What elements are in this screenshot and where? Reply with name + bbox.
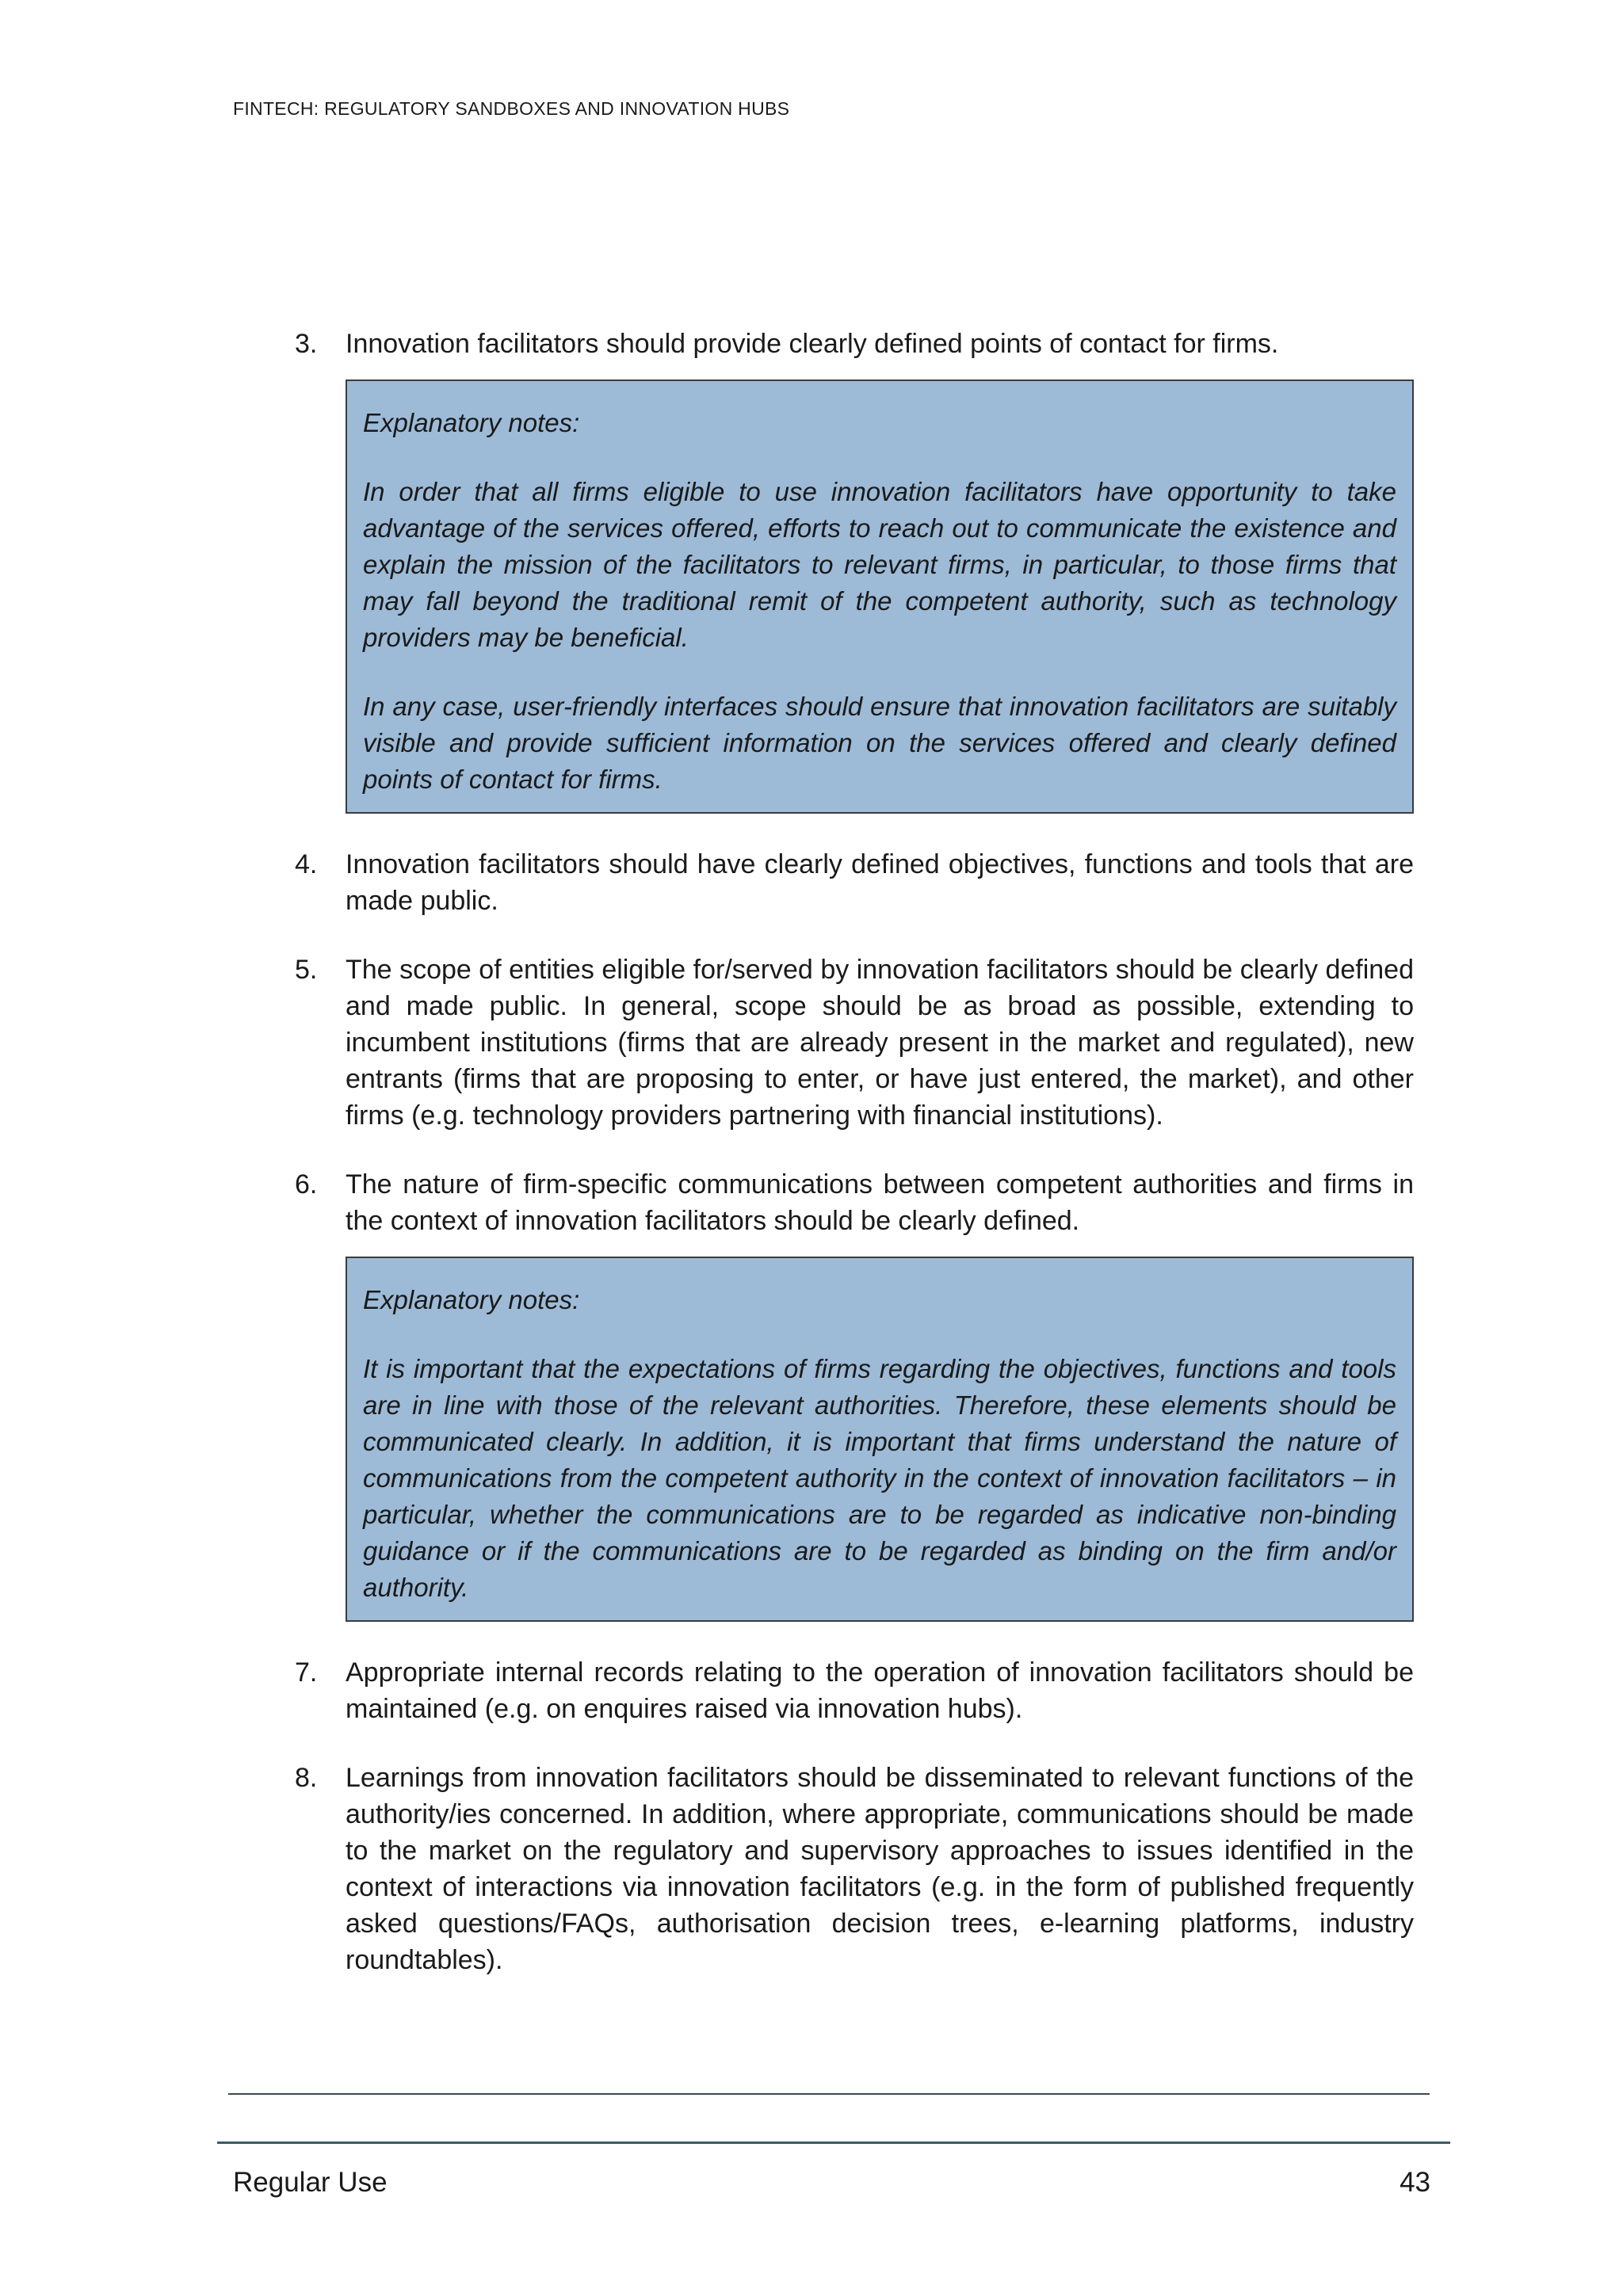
explanatory-notes-paragraph: In any case, user-friendly interfaces should ensure that innovation facilitators are suitably visible and provide sufficient information on the services offered and clearly defined points of contact for firms.: [363, 692, 1396, 794]
running-header: FINTECH: REGULATORY SANDBOXES AND INNOVATION HUBS: [233, 98, 790, 119]
explanatory-notes-paragraph: It is important that the expectations of firms regarding the objectives, functions and tools are in line with those of the relevant authorities. Therefore, these elements should be communicated clearly. In addition, it is important that firms understand the nature of communications from the competent authority in the context of innovation facilitators – in particular, whether the communications are to be regarded as indicative non-binding guidance or if the communications are to be regarded as binding on the firm and/or authority.: [363, 1354, 1396, 1602]
footer-divider-lower: [217, 2142, 1450, 2144]
explanatory-notes-box: [346, 1257, 1414, 1622]
list-item-4: [295, 846, 1414, 919]
list-item-5: [295, 952, 1414, 1134]
list-item-number: 8.: [295, 1763, 318, 1793]
list-item-number: 6.: [295, 1169, 318, 1199]
footer-divider-upper: [228, 2093, 1430, 2095]
list-item-number: 4.: [295, 849, 318, 879]
list-item-text: Innovation facilitators should have clearly defined objectives, functions and tools that are made public.: [346, 849, 1414, 916]
document-body: [295, 326, 1414, 2011]
list-item-text: The nature of firm-specific communications between competent authorities and firms in the context of innovation facilitators should be clearly defined.: [346, 1169, 1414, 1236]
list-item-3: [295, 326, 1414, 362]
list-item-number: 3.: [295, 329, 318, 359]
list-item-text: The scope of entities eligible for/served by innovation facilitators should be clearly defined and made public. In general, scope should be as broad as possible, extending to incumbent institutions (firms that are already present in the market and regulated), new entrants (firms that are proposing to enter, or have just entered, the market), and other firms (e.g. technology providers partnering with financial institutions).: [346, 955, 1414, 1131]
list-item-6: [295, 1166, 1414, 1239]
list-item-text: Learnings from innovation facilitators should be disseminated to relevant functions of the authority/ies concerned. In addition, where appropriate, communications should be made to the market on the regulatory and supervisory approaches to issues identified in the context of interactions via innovation facilitators (e.g. in the form of published frequently asked questions/FAQs, authorisation decision trees, e-learning platforms, industry roundtables).: [346, 1763, 1414, 1975]
list-item-number: 7.: [295, 1657, 318, 1688]
page-number: 43: [1400, 2167, 1430, 2198]
list-item-text: Innovation facilitators should provide clearly defined points of contact for firms.: [346, 329, 1279, 359]
explanatory-notes-paragraph: In order that all firms eligible to use innovation facilitators have opportunity to take advantage of the services offered, efforts to reach out to communicate the existence and explain the mission of the facilitators to relevant firms, in particular, to those firms that may fall beyond the traditional remit of the competent authority, such as technology providers may be beneficial.: [363, 477, 1396, 652]
footer-classification: Regular Use: [233, 2167, 388, 2198]
list-item-number: 5.: [295, 955, 318, 985]
list-item-8: [295, 1760, 1414, 1978]
list-item-7: [295, 1654, 1414, 1727]
explanatory-notes-heading: Explanatory notes:: [363, 1285, 580, 1314]
explanatory-notes-heading: Explanatory notes:: [363, 408, 580, 437]
explanatory-notes-box: [346, 379, 1414, 814]
list-item-text: Appropriate internal records relating to the operation of innovation facilitators should be maintained (e.g. on enquires raised via innovation hubs).: [346, 1657, 1414, 1724]
